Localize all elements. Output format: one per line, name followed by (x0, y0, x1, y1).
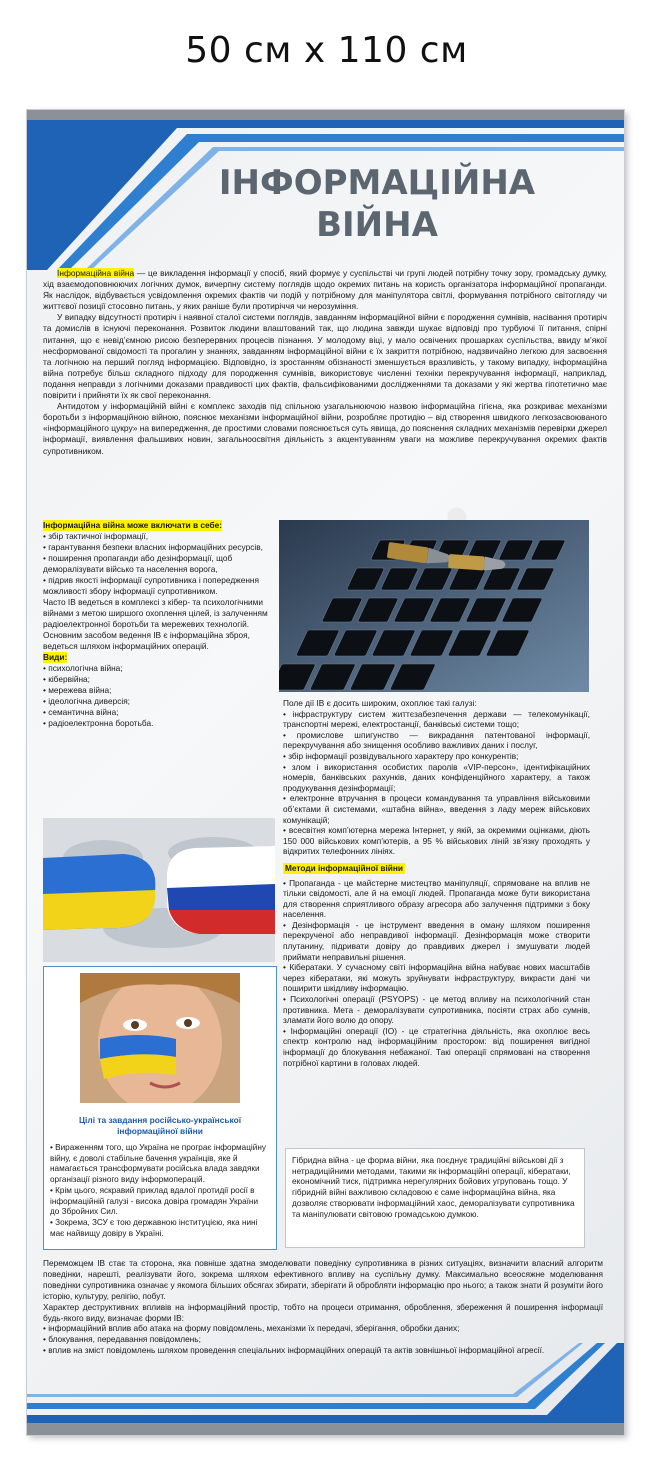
list-item: • ідеологічна диверсія; (43, 696, 130, 706)
list-item: • інформаційний вплив або атака на форму повідомлень, механізми їх передачі, зберігання, обробки даних; (43, 1323, 460, 1334)
goals-box (43, 966, 277, 1250)
size-label: 50 см х 110 см (185, 30, 468, 71)
intro-text (43, 268, 607, 457)
includes-list (43, 531, 273, 597)
poster-board (27, 110, 624, 1435)
includes-header: Інформаційна війна може включати в себе: (43, 520, 223, 530)
list-item: • вплив на зміст повідомлень шляхом проведення спеціальних інформаційних операцій та актів зовнішньої інформаційної агресії. (43, 1345, 545, 1356)
title-line-2: ВІЙНА (316, 205, 438, 245)
list-item: • промислове шпигунство — викрадання патентованої інформації, перекручування або знищення особливо важливих даних і послуг, (283, 729, 590, 751)
list-item: • блокування, передавання повідомлень; (43, 1334, 201, 1345)
list-item: • Зокрема, ЗСУ є тою державною інституцією, яка нині має найвищу довіру в Україні. (50, 1217, 258, 1238)
top-frame-bar (27, 110, 624, 120)
list-item: • всесвітня комп’ютерна мережа Інтернет, у якій, за окремими оцінками, діють 150 000 військових комп’ютерів, а 95 % військових ліній зв’язку проходять у відкритих телефонних лініях. (283, 825, 590, 857)
intro-paragraph-3: Антидотом у інформаційній війні є комплекс заходів під спільною узагальнюючою назвою інформаційна гігієна, яка розкриває механізми боротьби з інформаційною війною, пояснює механізми інформаційної війни, розробляє протидію – від створення швидкого легкозасвоюваного «інформаційного цукру» на випередження, де простими словами пояснюється суть явища, до пояснення складних механізмів перевірки джерел інформації, виявлення фальшивих новин, загальноосвітня діяльність з акцентуванням уваги на можливе перекручування окремих фактів супротивником. (43, 401, 607, 456)
ukraine-fist (43, 854, 155, 930)
methods-header: Методи інформаційної війни (285, 862, 403, 873)
bottom-frame-bar (27, 1423, 624, 1435)
method-item: • Інформаційні операції (ІО) - це стратегічна діяльність, яка охоплює весь спектр контролю над інформаційним простором: від поширення вигідної інформації до блокування небажаної. Такі операції спрямовані на створення потрібної картини в головах людей. (283, 1025, 590, 1068)
flag-fists-image (43, 818, 275, 962)
russia-fist (167, 846, 275, 934)
list-item: • гарантування безпеки власних інформаційних ресурсів, (43, 542, 263, 552)
goals-list (50, 1143, 268, 1239)
intro-p1-text: — це викладення інформації у спосіб, який формує у суспільстві чи групі людей потрібну точку зору, громадську думку, хід взаємодоповнюючих логічних думок, вичерпну систему поглядів щодо окремих питань на користь організатора інформаційної пропаганди. Як наслідок, відбувається усвідомлення окремих фактів чи подій у потрібному для маніпулятора світлі, формування потрібного світогляду чи життєвої позиції стосовно питань, у яких раніше були протиріччя чи нерозуміння. (43, 268, 607, 312)
list-item: • радіоелектронна боротьба. (43, 718, 154, 728)
list-item: • поширення пропаганди або дезінформації, щоб деморалізувати військо та населення ворога, (43, 553, 233, 574)
bottom-text (43, 1258, 603, 1356)
method-item: • Кібератаки. У сучасному світі інформаційна війна набуває нових масштабів через кібератаки, які можуть зруйнувати інфраструктуру, викрасти дані чи поширити шкідливу інформацію. (283, 962, 590, 994)
list-item: • збір тактичної інформації, (43, 531, 149, 541)
intro-highlight: Інформаційна війна (57, 268, 135, 278)
hybrid-war-box: Гібридна війна - це форма війни, яка поєднує традиційні військові дії з нетрадиційними методами, такими як інформаційні операції, кібератаки, економічний тиск, підтримка нерегулярних бойових угруповань тощо. У гібридній війні важливою складовою є саме інформаційна війна, яка дозволяє створювати інформаційний хаос, деморалізувати супротивника та маніпулювати світовою громадською думкою. (285, 1148, 585, 1248)
watermark: • (422, 485, 494, 551)
list-item: • злом і використання особистих паролів «VIP-персон», ідентифікаційних номерів, банківських рахунків, даних конфіденційного характеру, а також продукування дезінформації; (283, 761, 590, 793)
list-item: • інфраструктуру систем життєзабезпечення держави — телекомунікації, транспортні мережі, електростанції, банківські системи тощо; (283, 708, 590, 730)
list-item: • Крім цього, яскравий приклад вдалої протидії росії в інформаційній галузі - висока довіра громадян України до Збройних Сил. (50, 1185, 259, 1217)
page-title (177, 162, 577, 246)
title-line-1: ІНФОРМАЦІЙНА (218, 163, 536, 203)
left-paragraph-2: Основним засобом ведення ІВ є інформаційна зброя, ведеться шляхом інформаційних операцій. (43, 630, 250, 651)
goals-title: Цілі та завдання російсько-української інформаційної війни (78, 1115, 242, 1136)
list-item: • електронне втручання в процеси командування та управління військовими об’єктами й системами, «штабна війна», введення з ладу мереж військових комунікацій; (283, 793, 590, 825)
list-item: • семантична війна; (43, 707, 119, 717)
intro-paragraph-2: У випадку відсутності протиріч і наявної сталої системи поглядів, завданням інформаційної війни є породження сумнівів, насівання протиріч та домислів в існуючі переконання. Розвиток людини влаштований так, що людина завжди шукає відповіді про турбуючі її питання, спірні питання, що є невід’ємною рисою безперервних процесів пізнання. У молодому віці, у мало освічених прошарках суспільства, ввиду м’якої несформованої свідомості та прогалин у знаннях, завданням інформаційної війни є їх закриття потрібною, надзвичайно легкою для засвоєння та логічною на перший погляд інформацією. Відповідно, із зростанням обізнаності зменшується вразливість, у такому випадку, інформаційна війна потребує більш складного підходу для породження сумнівів, використовує численні техніки перекручування інформації, наприклад, подання неправди з логічними доказами правдивості цих фактів, фальсифікованими дослідженнями та доказами у які жертва гіпотетично має повірити і прийняти їх як свої переконання. (43, 312, 607, 401)
intro-paragraph-1 (43, 268, 607, 312)
list-item: • мережева війна; (43, 685, 112, 695)
bottom-paragraph-1: Переможцем ІВ стає та сторона, яка повніше здатна змоделювати поведінку супротивника в різних ситуаціях, визначити власний алгоритм поведінки, нарешті, реалізувати його, зокрема шляхом ефективного впливу на суспільну думку. Максимально всеосяжне моделювання поведінки супротивника означає у якомога більших обсягах збирати, зберігати й обробляти інформацію про нього; а також знати й розуміти його історію, культуру, релігію, побут. (43, 1258, 603, 1301)
list-item: • підрив якості інформації супротивника і попередження можливості збору інформації супротивником. (43, 575, 259, 596)
method-item: • Психологічні операції (PSYOPS) - це метод впливу на психологічний стан противника. Мета - деморалізувати супротивника, посіяти страх або сумнів, зламати його волю до опору. (283, 994, 590, 1026)
scope-intro: Поле дії ІВ є досить широким, охоплює такі галузі: (283, 698, 477, 708)
right-column (283, 698, 590, 1068)
keyboard-bullets-image (279, 520, 589, 692)
bottom-paragraph-2: Характер деструктивних впливів на інформаційний простір, тобто на процеси отримання, оброблення, збереження й поширення інформації будь-якого виду, визначає форми ІВ: (43, 1301, 603, 1323)
list-item: • психологічна війна; (43, 663, 123, 673)
list-item: • Вираженням того, що Україна не програє інформаційну війну, є доволі стабільне бачення українців, яке й намагається трансформувати російська влада завдяки організації різного виду інформоперацій. (50, 1143, 266, 1185)
list-item: • збір інформації розвідувального характеру про конкурентів; (283, 750, 519, 761)
types-list (43, 663, 273, 729)
list-item: • кібервійна; (43, 674, 90, 684)
types-header: Види: (43, 652, 68, 662)
painted-face-image (80, 973, 240, 1103)
method-item: • Дезінформація - це інструмент введення в оману шляхом поширення перекрученої або неправдивої інформації. Дезінформація може створити плутанину, підривати довіру до правдивих джерел і змушувати людей приймати неправильні рішення. (283, 919, 590, 962)
method-item: • Пропаганда - це майстерне мистецтво маніпуляції, спрямоване на вплив не тільки свідомості, але й на емоції людей. Пропаганда може бути використана для створення сприятливого образу агресора або залучення підтримки з боку населення. (283, 877, 590, 920)
left-paragraph-1: Часто ІВ ведеться в комплексі з кібер- та психологічними війнами з метою ширшого охоплення цілей, із залученням радіоелектронної боротьби та мережевих технологій. (43, 597, 268, 629)
left-column (43, 520, 273, 729)
